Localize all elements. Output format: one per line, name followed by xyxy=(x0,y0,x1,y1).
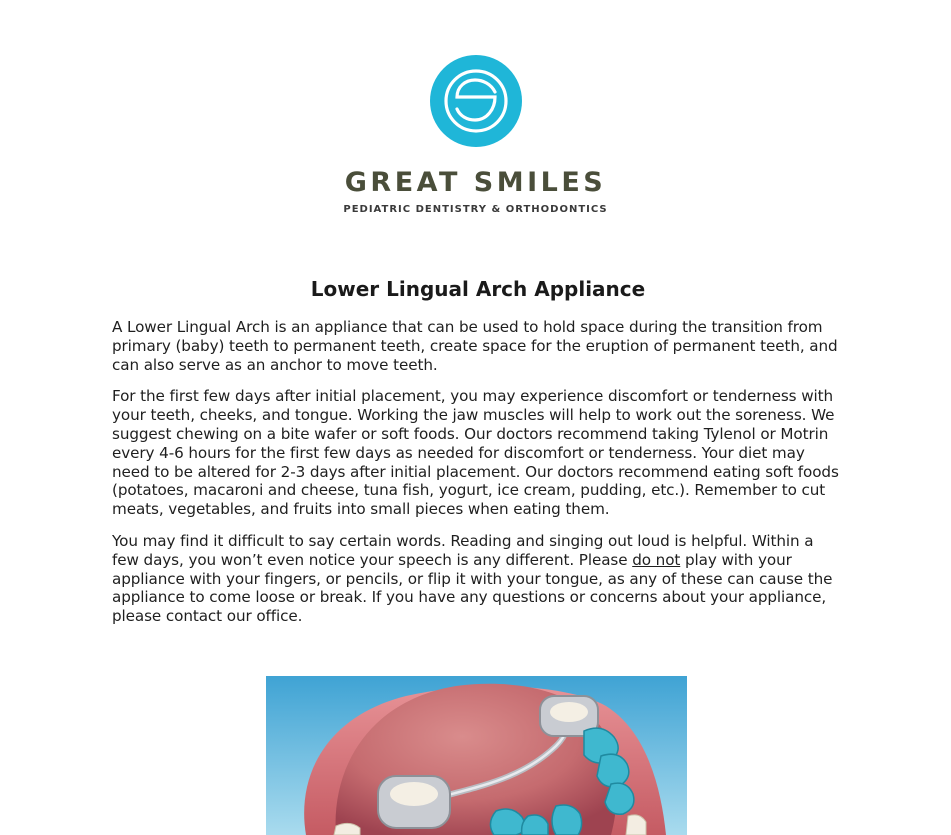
emphasis-do-not: do not xyxy=(632,550,681,569)
appliance-illustration xyxy=(266,676,687,835)
paragraph-intro: A Lower Lingual Arch is an appliance that can be used to hold space during the transition from primary (baby) teeth to permanent teeth, create space for the eruption of permanent teeth, and can also serve as an anchor to move teeth. xyxy=(112,318,838,374)
gs-circle-logo-icon xyxy=(429,54,523,148)
document-title: Lower Lingual Arch Appliance xyxy=(310,277,646,301)
paragraph-aftercare: For the first few days after initial placement, you may experience discomfort or tenderness with your teeth, cheeks, and tongue. Working the jaw muscles will help to work out the soreness. We suggest chewing on a bite wafer or soft foods. Our doctors recommend taking Tylenol or Motrin every 4-6 hours for the first few days as needed for discomfort or tenderness. Your diet may need to be altered for 2-3 days after initial placement. Our doctors recommend eating soft foods (potatoes, macaroni and cheese, tuna fish, yogurt, ice cream, pudding, etc.). Remember to cut meats, vegetables, and fruits into small pieces when eating them. xyxy=(112,387,839,519)
logo-header xyxy=(0,54,951,215)
document-body xyxy=(112,276,844,639)
paragraph-speech xyxy=(112,532,844,626)
brand-tagline: PEDIATRIC DENTISTRY & ORTHODONTICS xyxy=(343,204,608,215)
brand-name: GREAT SMILES xyxy=(344,167,607,198)
paragraph-speech-part-2: play with your appliance with your fingers, or pencils, or flip it with your tongue, as any of these can cause the appliance to come loose or break. If you have any questions or concerns about your appliance, please contact our office. xyxy=(112,550,833,626)
paragraph-speech-part-1: You may find it difficult to say certain words. Reading and singing out loud is helpful. Within a few days, you won’t even notice your speech is any different. Please xyxy=(112,531,814,569)
